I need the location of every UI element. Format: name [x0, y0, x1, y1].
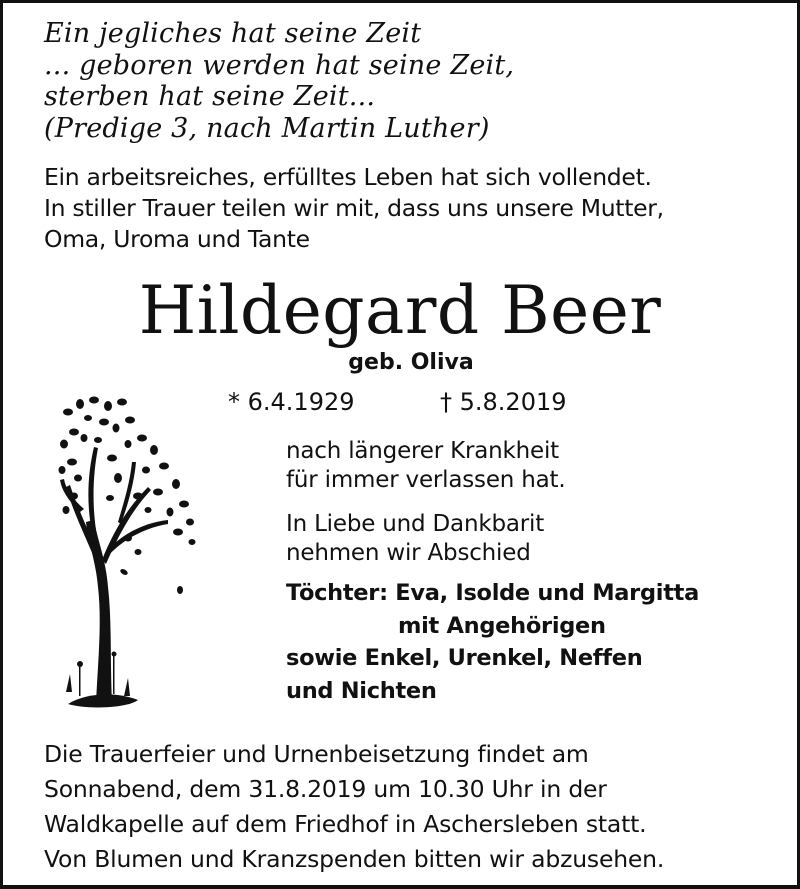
- funeral-details-line: Waldkapelle auf dem Friedhof in Aschersleben statt.: [44, 810, 647, 838]
- after-name-line: nach längerer Krankheit: [286, 438, 559, 464]
- funeral-details-line: Von Blumen und Kranzspenden bitten wir abzusehen.: [44, 845, 665, 873]
- intro-line: In stiller Trauer teilen wir mit, dass uns unsere Mutter,: [44, 194, 664, 222]
- quote-line: Ein jegliches hat seine Zeit: [44, 18, 422, 49]
- deceased-name: Hildegard Beer: [138, 272, 662, 349]
- death-date: † 5.8.2019: [440, 388, 567, 416]
- funeral-details-line: Sonnabend, dem 31.8.2019 um 10.30 Uhr in der: [44, 775, 607, 803]
- farewell-text: [286, 510, 544, 568]
- after-name-line: für immer verlassen hat.: [286, 467, 566, 493]
- tree-icon: [58, 392, 208, 722]
- quote-source: (Predige 3, nach Martin Luther): [44, 112, 490, 144]
- bible-quote: [44, 18, 514, 144]
- mourners-line: mit Angehörigen: [398, 612, 606, 639]
- mourners-line: sowie Enkel, Urenkel, Neffen: [286, 645, 643, 671]
- funeral-details-line: Die Trauerfeier und Urnenbeisetzung findet am: [44, 740, 589, 768]
- mourners-line: und Nichten: [286, 677, 437, 704]
- farewell-line: In Liebe und Dankbarit: [286, 511, 545, 537]
- birth-date: * 6.4.1929: [228, 388, 355, 416]
- maiden-name: geb. Oliva: [348, 350, 474, 375]
- farewell-line: nehmen wir Abschied: [286, 540, 531, 566]
- intro-line: Ein arbeitsreiches, erfülltes Leben hat sich vollendet.: [44, 163, 652, 191]
- funeral-details: [44, 737, 664, 877]
- intro-line: Oma, Uroma und Tante: [44, 225, 310, 253]
- mourners-list: [286, 577, 699, 707]
- quote-line: sterben hat seine Zeit...: [44, 81, 376, 112]
- quote-line: ... geboren werden hat seine Zeit,: [44, 49, 515, 81]
- mourners-line: Töchter: Eva, Isolde und Margitta: [286, 580, 699, 606]
- after-name-text: [286, 437, 565, 495]
- intro-text: [44, 162, 664, 255]
